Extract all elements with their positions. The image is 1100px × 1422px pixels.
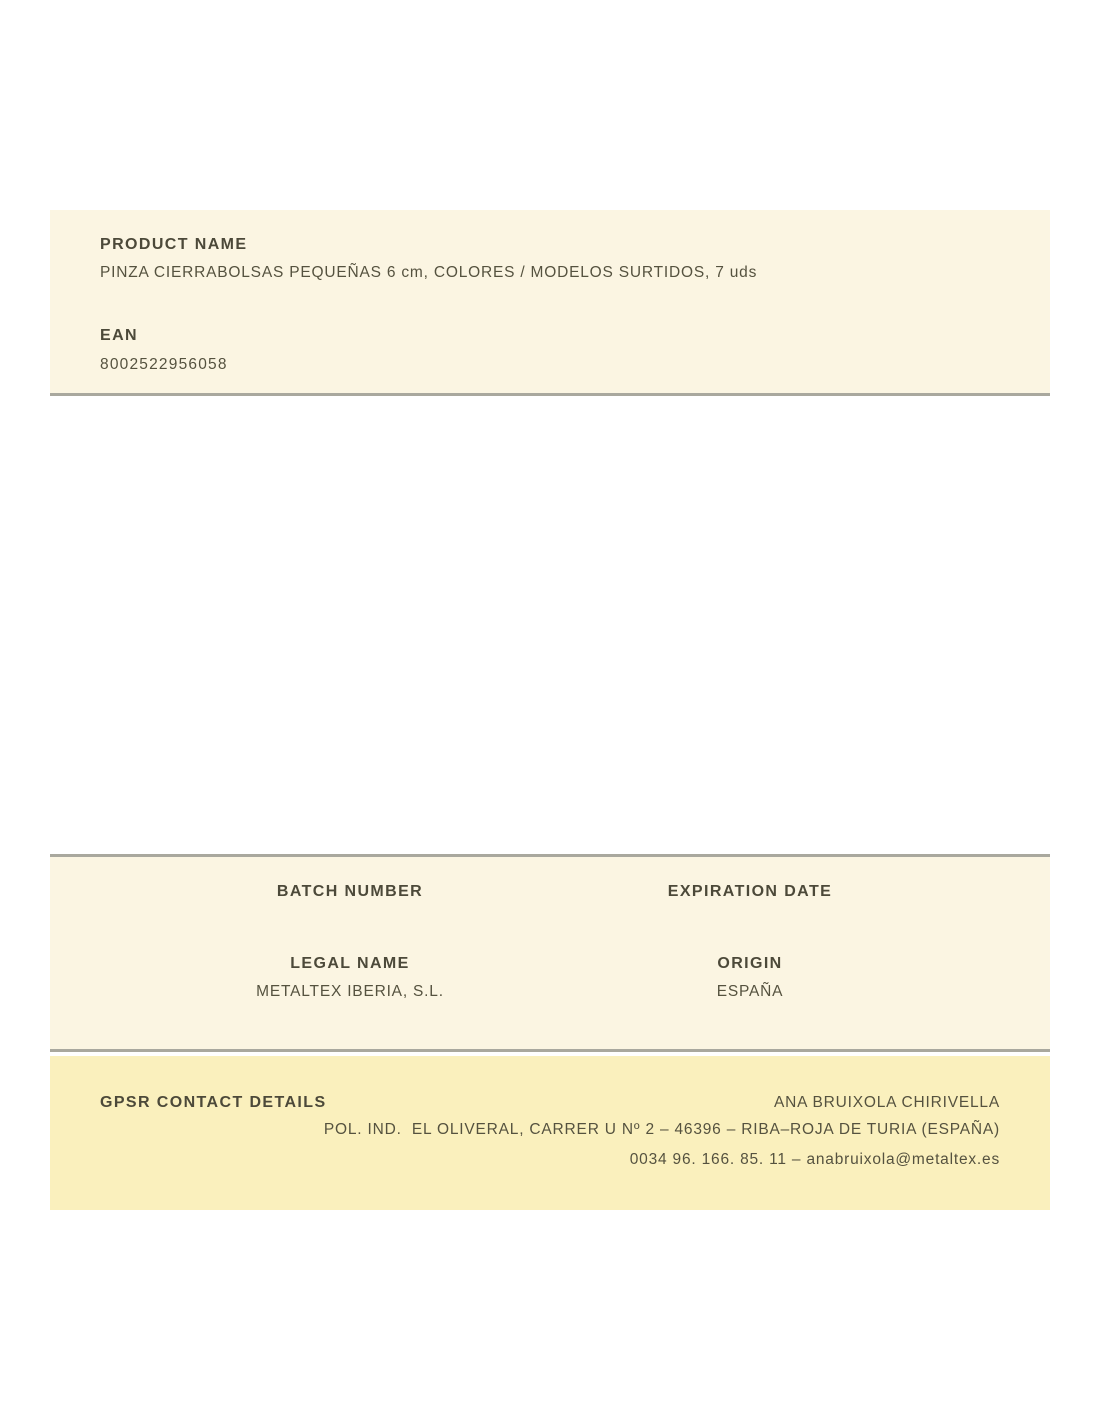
ean-value: 8002522956058 <box>100 356 228 373</box>
product-info-panel <box>50 210 1050 396</box>
legal-name-value: METALTEX IBERIA, S.L. <box>256 983 444 1000</box>
ean-block <box>100 327 1000 374</box>
product-name-label: PRODUCT NAME <box>100 236 248 253</box>
expiration-date-cell <box>550 883 950 955</box>
batch-number-label: BATCH NUMBER <box>276 883 424 900</box>
gpsr-contact-panel <box>50 1056 1050 1210</box>
legal-name-label: LEGAL NAME <box>290 955 410 972</box>
batch-grid <box>150 883 950 1027</box>
expiration-date-label: EXPIRATION DATE <box>667 883 833 900</box>
origin-value: ESPAÑA <box>716 983 784 1000</box>
gpsr-contact-phone-email: 0034 96. 166. 85. 11 – anabruixola@metaltex.es <box>629 1151 1000 1168</box>
product-name-value: PINZA CIERRABOLSAS PEQUEÑAS 6 cm, COLORES / MODELOS SURTIDOS, 7 uds <box>100 264 758 281</box>
origin-cell <box>550 955 950 1027</box>
gpsr-contact-address: POL. IND. EL OLIVERAL, CARRER U Nº 2 – 46396 – RIBA–ROJA DE TURIA (ESPAÑA) <box>323 1121 1000 1138</box>
product-name-block <box>100 236 1000 282</box>
origin-label: ORIGIN <box>717 955 783 972</box>
ean-label: EAN <box>100 327 138 344</box>
legal-name-cell <box>150 955 550 1027</box>
gpsr-header-row <box>100 1094 1000 1112</box>
gpsr-contact-name: ANA BRUIXOLA CHIRIVELLA <box>773 1094 1000 1111</box>
batch-origin-panel <box>50 854 1050 1052</box>
gpsr-contact-details-label: GPSR CONTACT DETAILS <box>100 1094 327 1111</box>
batch-number-cell <box>150 883 550 955</box>
